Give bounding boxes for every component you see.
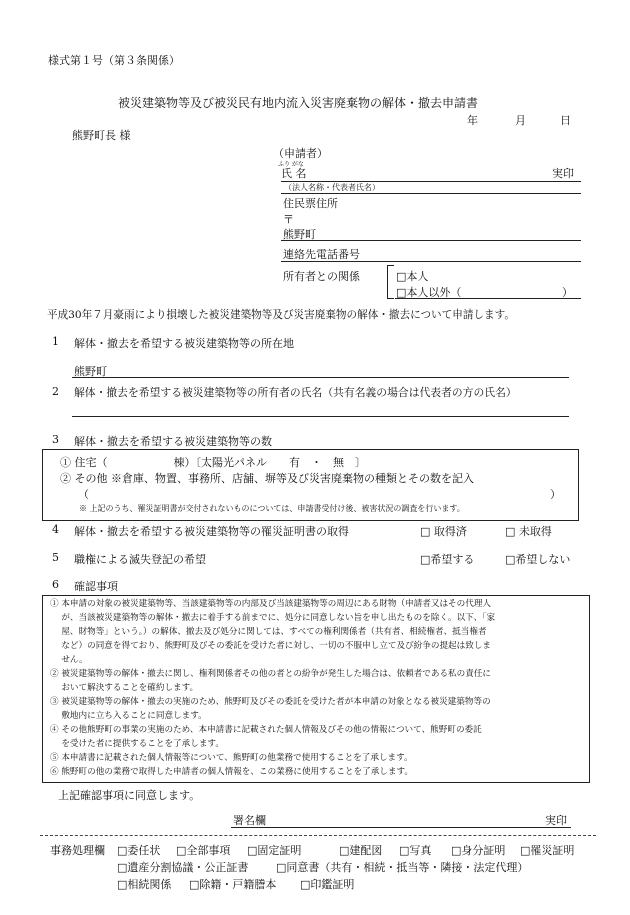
s6-item: など）の同意を得ており、熊野町及びその委託を受けた者に対し、一切の不服申し立て及び紛争の提起は致しま bbox=[50, 641, 492, 651]
address-line[interactable] bbox=[281, 240, 581, 241]
s2-label: 解体・撤去を希望する被災建築物等の所有者の氏名（共有名義の場合は代表者の方の氏名） bbox=[74, 386, 517, 399]
agree-text: 上記確認事項に同意します。 bbox=[58, 789, 201, 802]
applicant-heading: （申請者） bbox=[273, 147, 328, 160]
s3-line3-open: （ bbox=[78, 488, 89, 501]
office-checkbox[interactable]: □固定証明 bbox=[247, 844, 302, 857]
signature-line[interactable] bbox=[231, 827, 571, 828]
s5-label: 職権による滅失登記の希望 bbox=[74, 553, 206, 566]
postal-mark: 〒 bbox=[283, 213, 294, 226]
phone-label: 連絡先電話番号 bbox=[283, 248, 360, 261]
applicant-seal: 実印 bbox=[552, 167, 574, 180]
office-checkbox[interactable]: □委任状 bbox=[117, 844, 161, 857]
name-label: 氏 名 bbox=[281, 167, 307, 180]
office-divider bbox=[40, 835, 596, 836]
s4-option-obtained[interactable]: □ 取得済 bbox=[420, 525, 467, 538]
date-day: 日 bbox=[560, 114, 571, 127]
s3-line3-close: ） bbox=[550, 488, 561, 501]
s6-item: 敷地内に立ち入ることに同意します。 bbox=[50, 711, 207, 721]
relation-line bbox=[395, 298, 581, 299]
corp-note: （法人名称・代表者氏名） bbox=[284, 183, 380, 192]
s4-label: 解体・撤去を希望する被災建築物等の罹災証明書の取得 bbox=[74, 525, 349, 538]
office-checkbox[interactable]: □除籍・戸籍謄本 bbox=[189, 878, 277, 891]
s6-item: が、当該被災建築物等の解体・撤去に着手する前までに、処分に同意しない旨を申し出たものを除く。以下、「家 bbox=[50, 613, 496, 623]
office-checkbox[interactable]: □建配図 bbox=[339, 844, 383, 857]
signature-seal: 実印 bbox=[545, 814, 567, 827]
s6-label: 確認事項 bbox=[74, 580, 118, 593]
page-title: 被災建築物等及び被災民有地内流入災害廃棄物の解体・撤去申請書 bbox=[118, 96, 479, 110]
date-month: 月 bbox=[515, 114, 526, 127]
s6-item: ① 本申請の対象の被災建築物等、当該建築物等の内部及び当該建築物等の周辺にある財物（申請者又はその代理人 bbox=[50, 599, 492, 609]
address-town: 熊野町 bbox=[283, 228, 316, 241]
s6-item: ⑥ 熊野町の他の業務で取得した申請者の個人情報を、この業務に使用することを了承します。 bbox=[50, 767, 413, 777]
office-checkbox[interactable]: □同意書（共有・相続・抵当等・隣接・法定代理） bbox=[276, 861, 529, 874]
office-checkbox[interactable]: □全部事項 bbox=[176, 844, 231, 857]
s2-line[interactable] bbox=[72, 416, 569, 417]
relation-self-checkbox[interactable]: □本人 bbox=[396, 270, 429, 283]
s4-number: 4 bbox=[52, 523, 59, 536]
corp-line[interactable] bbox=[281, 193, 581, 194]
s6-item: を受けた者に提供することを了承します。 bbox=[50, 739, 224, 749]
form-number: 様式第１号（第３条関係） bbox=[48, 54, 180, 67]
s1-value: 熊野町 bbox=[74, 365, 107, 378]
office-checkbox[interactable]: □印鑑証明 bbox=[300, 878, 355, 891]
s3-line2[interactable]: ② その他 ※倉庫、物置、事務所、店舗、塀等及び災害廃棄物の種類とその数を記入 bbox=[60, 472, 474, 485]
s6-item: せん。 bbox=[50, 655, 88, 665]
phone-line[interactable] bbox=[281, 261, 581, 262]
s1-label: 解体・撤去を希望する被災建築物等の所在地 bbox=[74, 337, 294, 350]
s5-option-no[interactable]: □希望しない bbox=[505, 553, 571, 566]
s3-note: ※ 上記のうち、罹災証明書が交付されないものについては、申請書受付け後、被害状況の調査を行います。 bbox=[79, 504, 465, 513]
s3-label: 解体・撤去を希望する被災建築物等の数 bbox=[74, 435, 272, 448]
signature-label: 署名欄 bbox=[233, 814, 266, 827]
office-checkbox[interactable]: □罹災証明 bbox=[520, 844, 575, 857]
s5-option-yes[interactable]: □希望する bbox=[420, 553, 475, 566]
relation-close: ） bbox=[562, 286, 573, 299]
furigana-label: ふり がな bbox=[278, 161, 304, 168]
s5-number: 5 bbox=[52, 551, 59, 564]
s6-item: ④ その他熊野町の事業の実施のため、本申請書に記載された個人情報及びその他の情報について、熊野町の委託 bbox=[50, 725, 482, 735]
office-checkbox[interactable]: □相続関係 bbox=[117, 878, 172, 891]
s6-item: おいて解決することを確約します。 bbox=[50, 683, 199, 693]
s4-option-not-obtained[interactable]: □ 未取得 bbox=[505, 525, 552, 538]
office-checkbox[interactable]: □遺産分割協議・公正証書 bbox=[117, 861, 249, 874]
s3-line1[interactable]: ① 住宅（ 棟）〔太陽光パネル 有 ・ 無 〕 bbox=[60, 456, 366, 469]
intro-text: 平成30年７月豪雨により損壊した被災建築物等及び災害廃棄物の解体・撤去について申請します。 bbox=[47, 309, 515, 321]
s6-item: ⑤ 本申請書に記載された個人情報等について、熊野町の他業務で使用することを了承します。 bbox=[50, 753, 413, 763]
s6-item: 屋、財物等」という。）の解体、撤去及び処分に関しては、すべての権利関係者（共有者、相続権者、抵当権者 bbox=[50, 627, 487, 637]
office-checkbox[interactable]: □身分証明 bbox=[451, 844, 506, 857]
relation-bracket bbox=[387, 265, 394, 299]
relation-label: 所有者との関係 bbox=[283, 270, 360, 283]
s1-line[interactable] bbox=[72, 377, 569, 378]
s1-number: 1 bbox=[52, 335, 59, 348]
s3-number: 3 bbox=[52, 433, 59, 446]
office-checkbox[interactable]: □写真 bbox=[399, 844, 432, 857]
address-label: 住民票住所 bbox=[283, 197, 338, 210]
date-year: 年 bbox=[467, 114, 478, 127]
relation-other-checkbox[interactable]: □本人以外（ bbox=[396, 286, 462, 299]
s6-item: ③ 被災建築物等の解体・撤去の実施のため、熊野町及びその委託を受けた者が本申請の対象となる被災建築物等の bbox=[50, 697, 491, 707]
addressee: 熊野町長 様 bbox=[72, 129, 131, 142]
s2-number: 2 bbox=[52, 385, 59, 398]
s6-number: 6 bbox=[52, 578, 59, 591]
s6-item: ② 被災建築物等の解体・撤去に関し、権利関係者その他の者との紛争が発生した場合は、依頼者である私の責任に bbox=[50, 669, 492, 679]
office-label: 事務処理欄 bbox=[50, 844, 105, 857]
